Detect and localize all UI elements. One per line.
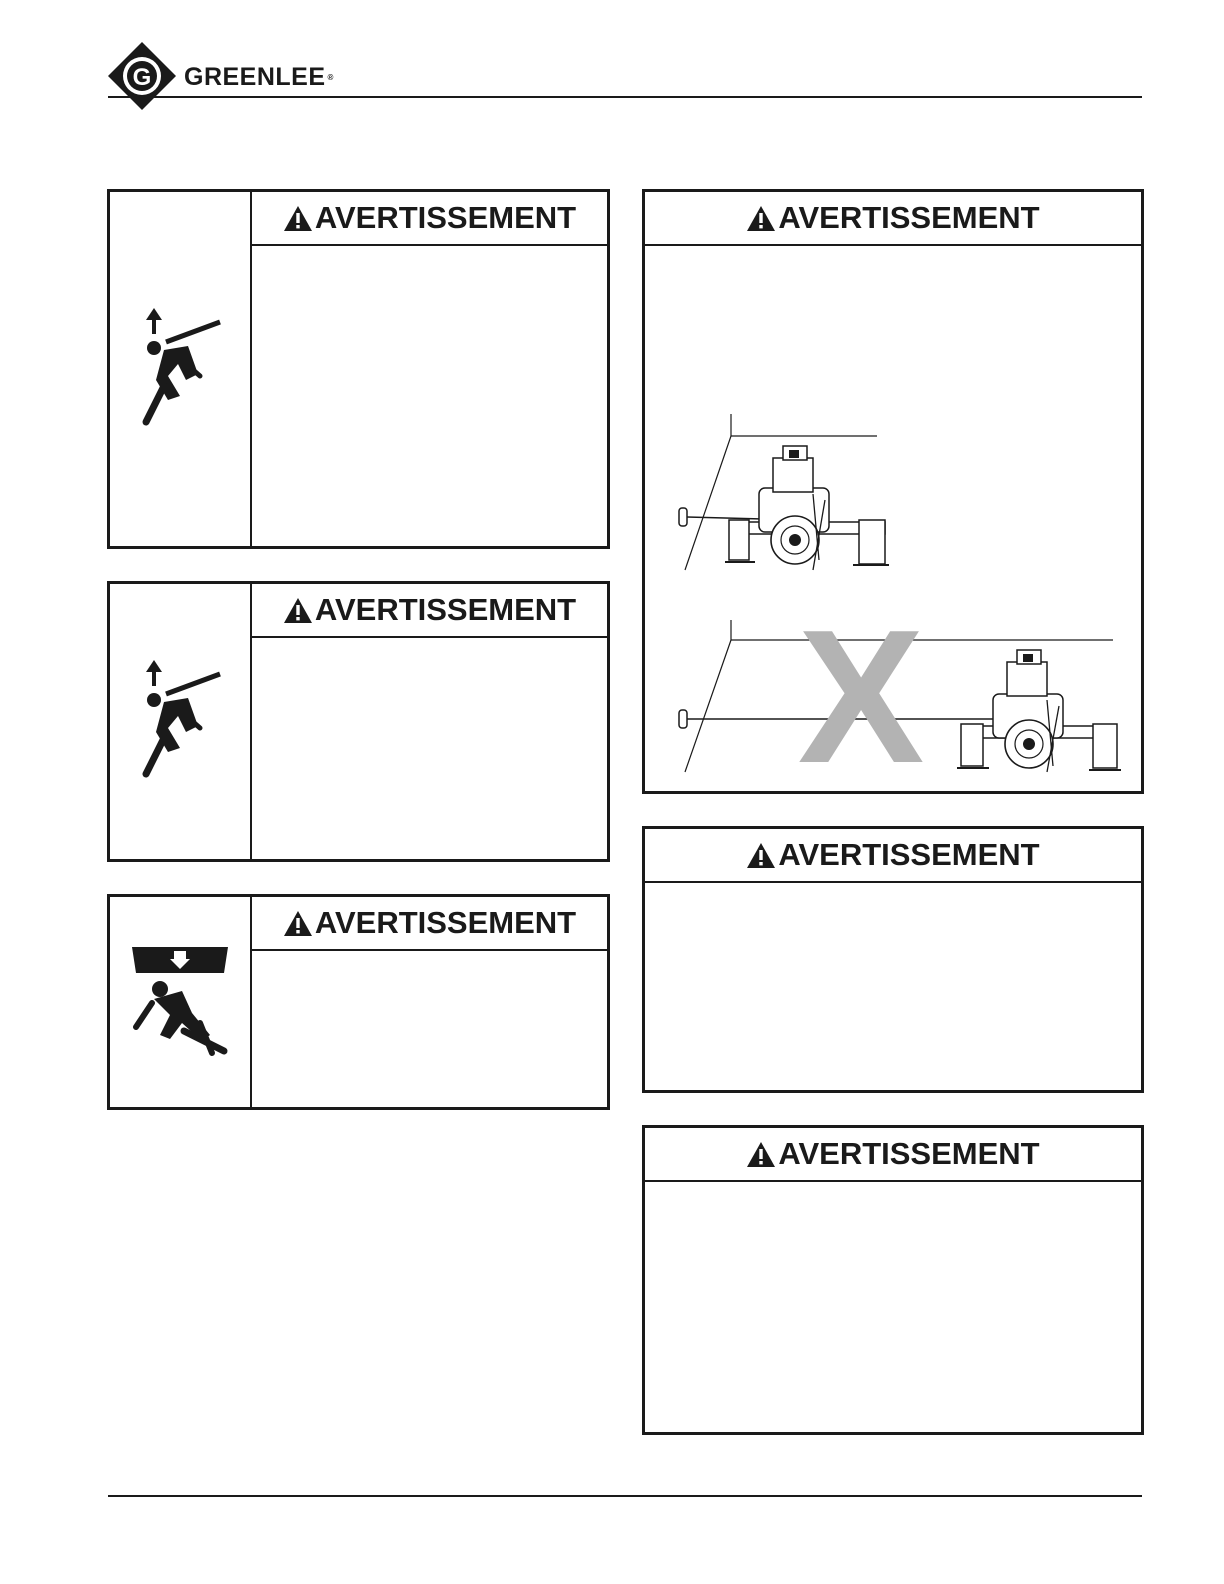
warning-icon-column bbox=[110, 584, 252, 859]
wrong-placement-x-mark: X bbox=[797, 591, 925, 780]
warning-heading bbox=[645, 1128, 1141, 1182]
warning-heading bbox=[252, 584, 607, 638]
warning-triangle-icon bbox=[283, 205, 313, 232]
greenlee-diamond-logo-icon bbox=[108, 42, 176, 110]
correct-placement-scene bbox=[679, 414, 889, 570]
falling-load-crush-icon bbox=[130, 943, 230, 1063]
warning-triangle-icon bbox=[283, 597, 313, 624]
warning-heading bbox=[645, 829, 1141, 883]
warning-box-4 bbox=[642, 189, 1144, 794]
warning-icon-column bbox=[110, 192, 252, 546]
logo-letter: G bbox=[132, 64, 152, 91]
warning-box-2 bbox=[107, 581, 610, 862]
warning-triangle-icon bbox=[746, 842, 776, 869]
warning-heading bbox=[252, 897, 607, 951]
warning-triangle-icon bbox=[746, 1141, 776, 1168]
warning-heading-text: AVERTISSEMENT bbox=[314, 592, 577, 627]
person-struck-by-cable-icon bbox=[128, 304, 228, 434]
warning-box-6 bbox=[642, 1125, 1144, 1435]
footer-rule bbox=[108, 1495, 1142, 1497]
warning-box-5 bbox=[642, 826, 1144, 1093]
warning-heading-text: AVERTISSEMENT bbox=[314, 200, 577, 235]
brand-name-text: GREENLEE bbox=[184, 62, 326, 91]
brand-name bbox=[184, 63, 334, 92]
warning-triangle-icon bbox=[746, 205, 776, 232]
warning-heading-text: AVERTISSEMENT bbox=[778, 1136, 1040, 1171]
far-puller bbox=[957, 650, 1121, 772]
warning-icon-column bbox=[110, 897, 252, 1107]
header-rule bbox=[108, 96, 1142, 98]
warning-box-3 bbox=[107, 894, 610, 1110]
warning-heading bbox=[645, 192, 1141, 246]
warning-box-1 bbox=[107, 189, 610, 549]
warning-heading-text: AVERTISSEMENT bbox=[778, 837, 1040, 872]
warning-heading-text: AVERTISSEMENT bbox=[314, 905, 577, 940]
registered-mark: ® bbox=[327, 73, 334, 83]
warning-triangle-icon bbox=[283, 910, 313, 937]
warning-heading bbox=[252, 192, 607, 246]
brand-logo bbox=[108, 42, 334, 110]
puller-placement-illustration bbox=[663, 410, 1123, 780]
person-struck-by-cable-icon bbox=[128, 656, 228, 786]
warning-heading-text: AVERTISSEMENT bbox=[778, 200, 1040, 235]
